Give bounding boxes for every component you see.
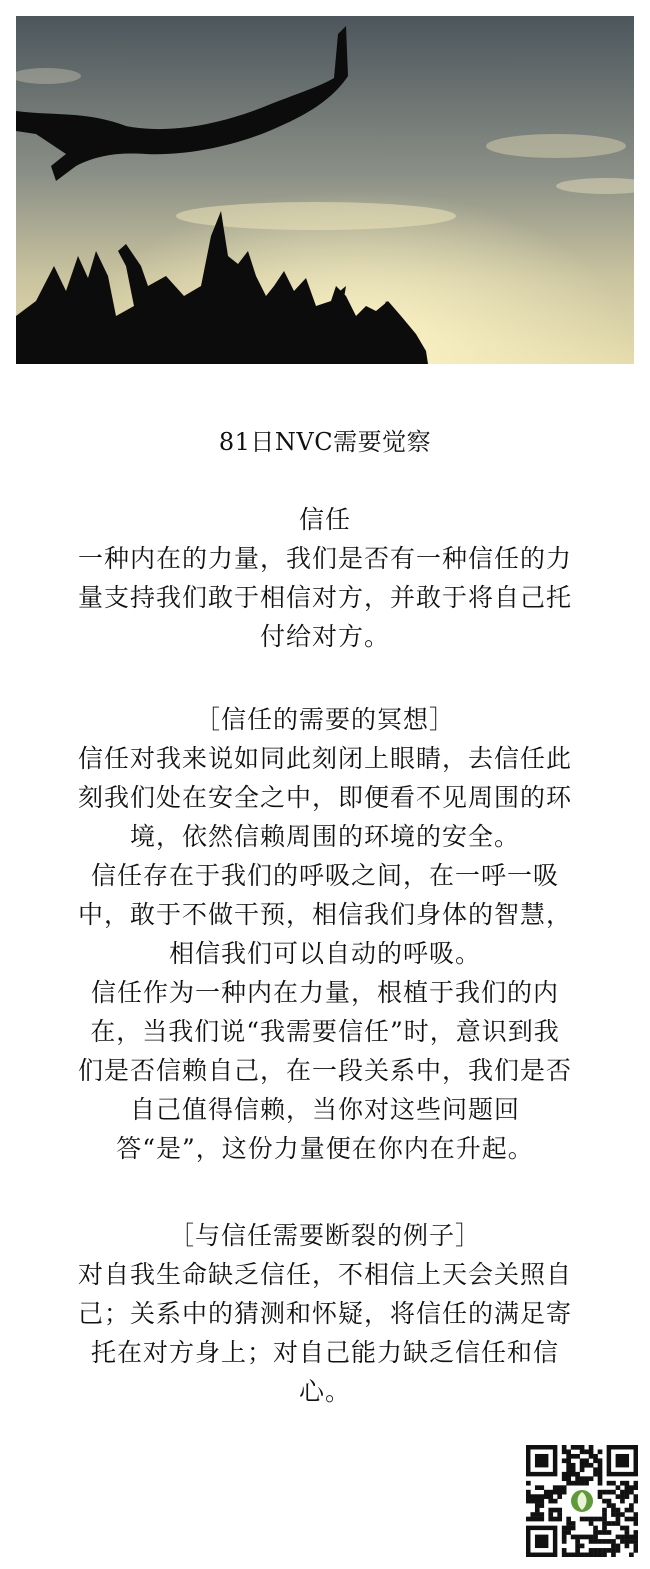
text-line: ［信任的需要的冥想］: [194, 705, 455, 734]
qr-code-graphic: [526, 1445, 638, 1557]
text-line: 刻我们处在安全之中，即便看不见周围的环: [77, 783, 572, 812]
text-line: 心。: [298, 1377, 351, 1406]
text-line: 相信我们可以自动的呼吸。: [168, 939, 481, 968]
text-line: 们是否信赖自己，在一段关系中，我们是否: [77, 1056, 572, 1085]
text-section: [0, 1216, 650, 1411]
text-line: 境，依然信赖周围的环境的安全。: [129, 822, 520, 851]
text-line: 信任: [298, 505, 351, 534]
text-line: 中，敢于不做干预，相信我们身体的智慧，: [77, 900, 572, 929]
text-line: 自己值得信赖，当你对这些问题回: [129, 1095, 520, 1124]
page-title: 81日NVC需要觉察: [218, 428, 432, 456]
hero-photo-illustration: [16, 16, 634, 364]
text-line: 信任作为一种内在力量，根植于我们的内: [90, 978, 559, 1007]
text-line: 量支持我们敢于相信对方，并敢于将自己托: [77, 583, 572, 612]
text-line: 信任存在于我们的呼吸之间，在一呼一吸: [90, 861, 559, 890]
text-line: 一种内在的力量，我们是否有一种信任的力: [77, 544, 572, 573]
text-line: 信任对我来说如同此刻闭上眼睛，去信任此: [77, 744, 572, 773]
text-line: 托在对方身上；对自己能力缺乏信任和信: [90, 1338, 559, 1367]
text-line: 己；关系中的猜测和怀疑，将信任的满足寄: [77, 1299, 572, 1328]
text-line: 对自我生命缺乏信任，不相信上天会关照自: [77, 1260, 572, 1289]
hero-photo: [16, 16, 634, 364]
text-section: [0, 700, 650, 1168]
text-section: [0, 500, 650, 656]
text-line: 答“是”，这份力量便在你内在升起。: [116, 1134, 534, 1163]
text-line: 在，当我们说“我需要信任”时，意识到我: [90, 1017, 560, 1046]
qr-code-icon: [526, 1445, 638, 1557]
text-line: 付给对方。: [259, 622, 390, 651]
text-line: ［与信任需要断裂的例子］: [168, 1221, 481, 1250]
